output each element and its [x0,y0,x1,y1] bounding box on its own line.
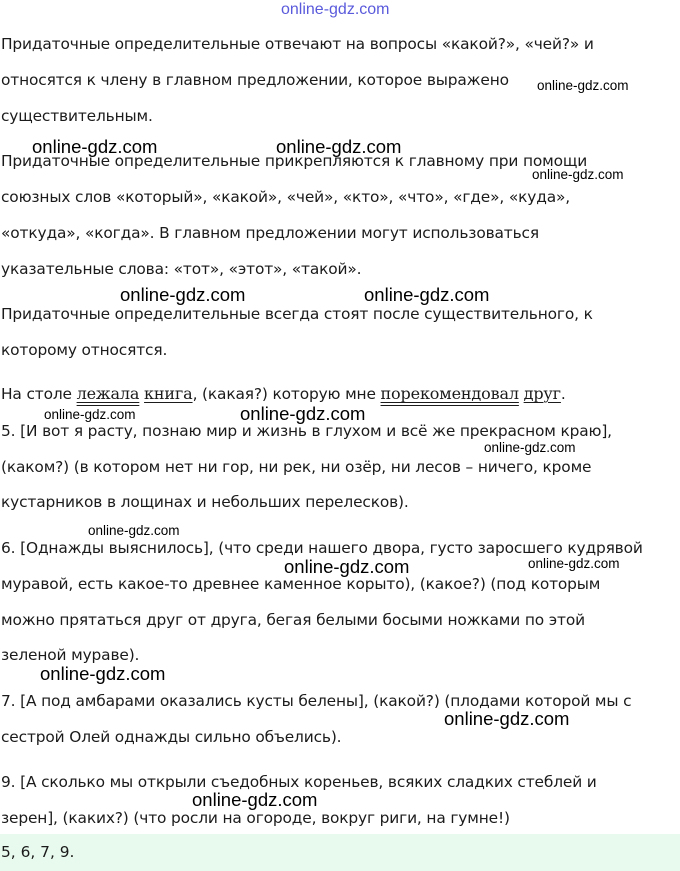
text-line: Придаточные определительные прикрепляются к главному при помощи [1,152,588,170]
example-part: На столе [1,385,77,403]
watermark: online-gdz.com [537,78,629,93]
watermark: online-gdz.com [120,284,246,305]
predicate-word: лежала [76,384,140,403]
answer-box [0,834,680,871]
watermark: online-gdz.com [444,708,570,729]
watermark: online-gdz.com [44,407,136,422]
example-part: , (какая?) которую мне [192,385,381,403]
watermark: online-gdz.com [32,136,158,157]
text-line: указательные слова: «тот», «этот», «такой». [1,260,362,278]
text-line: 7. [А под амбарами оказались кусты белены], (какой?) (плодами которой мы с [1,692,632,710]
watermark: online-gdz.com [276,136,402,157]
text-line: зеленой мураве). [1,646,140,664]
example-sentence [1,384,566,403]
text-line: кустарников в лощинах и небольших перелесков). [1,493,409,511]
watermark: online-gdz.com [192,789,318,810]
watermark: online-gdz.com [364,284,490,305]
text-line: существительным. [1,107,153,125]
text-line: 6. [Однажды выяснилось], (что среди нашего двора, густо заросшего кудрявой [1,539,643,557]
watermark: online-gdz.com [88,523,180,538]
watermark: online-gdz.com [484,440,576,455]
watermark: online-gdz.com [40,663,166,684]
watermark: online-gdz.com [284,556,410,577]
subject-word: друг [523,384,561,403]
watermark: online-gdz.com [532,167,624,182]
text-line: которому относятся. [1,341,168,359]
text-line: относятся к члену в главном предложении, которое выражено [1,71,509,89]
text-line: зерен], (каких?) (что росли на огороде, вокруг риги, на гумне!) [1,809,510,827]
watermark: online-gdz.com [240,403,366,424]
text-line: «откуда», «когда». В главном предложении могут использоваться [1,224,539,242]
text-line: Придаточные определительные всегда стоят после существительного, к [1,305,593,323]
predicate-word: порекомендовал [380,384,519,403]
subject-word: книга [144,384,193,403]
example-part: . [560,385,566,403]
watermark: online-gdz.com [528,556,620,571]
answer-text: 5, 6, 7, 9. [1,843,75,861]
text-line: Придаточные определительные отвечают на вопросы «какой?», «чей?» и [1,35,594,53]
text-line: 5. [И вот я расту, познаю мир и жизнь в глухом и всё же прекрасном краю], [1,422,612,440]
text-line: муравой, есть какое-то древнее каменное корыто), (какое?) (под которым [1,575,601,593]
text-line: 9. [А сколько мы открыли съедобных кореньев, всяких сладких стеблей и [1,773,597,791]
text-line: союзных слов «который», «какой», «чей», «кто», «что», «где», «куда», [1,188,570,206]
watermark-top: online-gdz.com [281,1,390,18]
text-line: (каком?) (в котором нет ни гор, ни рек, ни озёр, ни лесов – ничего, кроме [1,458,592,476]
text-line: сестрой Олей однажды сильно объелись). [1,728,342,746]
text-line: можно прятаться друг от друга, бегая белыми босыми ножками по этой [1,611,585,629]
